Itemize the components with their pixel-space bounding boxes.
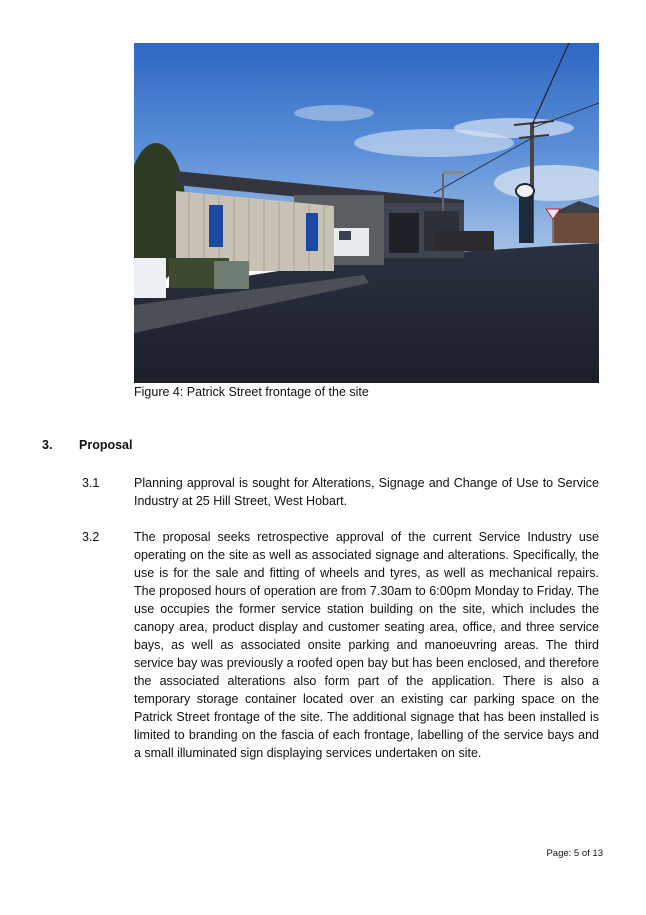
paragraph-text: Planning approval is sought for Alterations, Signage and Change of Use to Service Industry at 25 Hill Street, West Hobart.	[134, 476, 599, 508]
site-photo	[134, 43, 599, 383]
section-title: Proposal	[79, 438, 133, 452]
page-number: Page: 5 of 13	[546, 848, 603, 859]
section-number: 3.	[42, 438, 53, 452]
paragraph-number: 3.1	[82, 476, 100, 490]
paragraph-number: 3.2	[82, 530, 100, 544]
figure-caption: Figure 4: Patrick Street frontage of the site	[134, 385, 369, 399]
paragraph-text: The proposal seeks retrospective approval of the current Service Industry use operating on the site as well as associated signage and alterations. Specifically, the use is for the sale and fitting of wheels and tyres, as well as mechanical repairs. The proposed hours of operation are from 7.30am to 6:00pm Monday to Friday. The use occupies the former service station building on the site, which includes the canopy area, product display and customer seating area, office, and three service bays, as well as associated onsite parking and manoeuvring areas. The third service bay was previously a roofed open bay but has been enclosed, and therefore the associated alterations also form part of the application. There is also a temporary storage container located over an existing car parking space on the Patrick Street frontage of the site. The additional signage that has been installed is limited to branding on the fascia of each frontage, labelling of the service bays and a small illuminated sign displaying services undertaken on site.	[134, 530, 599, 760]
